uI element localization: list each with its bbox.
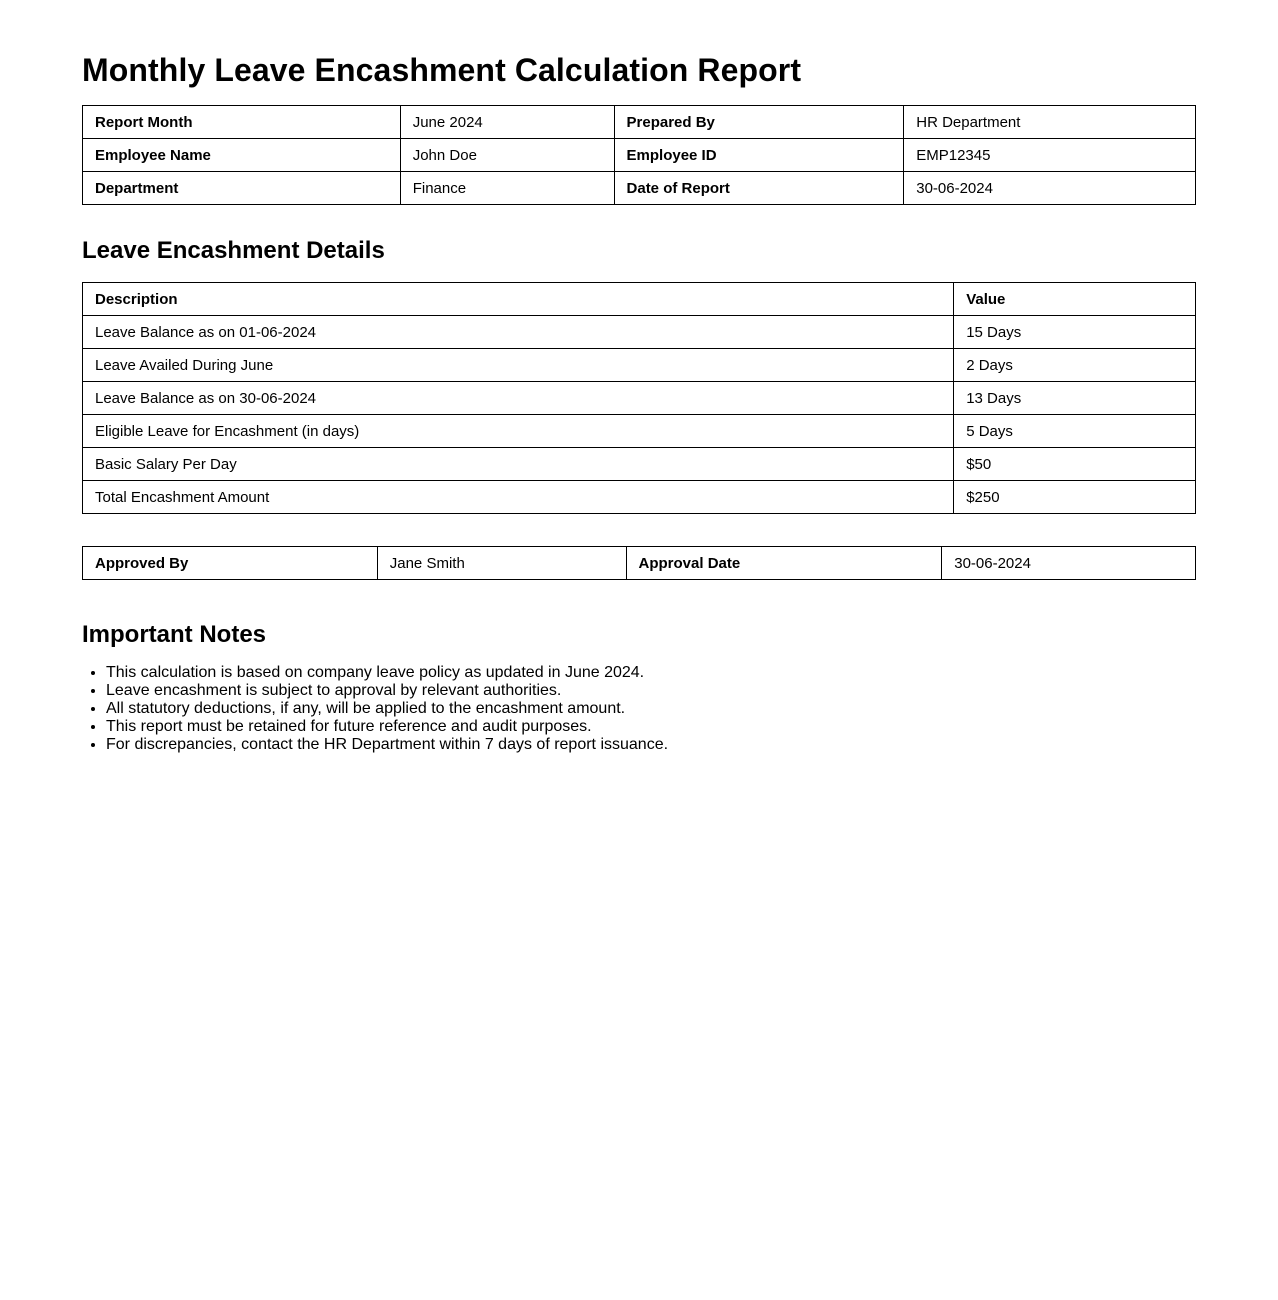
prepared-by-value: HR Department [904, 106, 1196, 139]
details-section-title: Leave Encashment Details [82, 237, 385, 264]
info-row-report-month [83, 106, 1196, 139]
table-row [83, 316, 1196, 349]
leave-details-table [82, 282, 1196, 514]
table-row [83, 382, 1196, 415]
report-title: Monthly Leave Encashment Calculation Report [82, 52, 802, 88]
employee-info-table [82, 105, 1196, 205]
notes-list [82, 664, 1196, 754]
table-row [83, 448, 1196, 481]
table-row [83, 481, 1196, 514]
prepared-by-label: Prepared By [614, 106, 904, 139]
date-of-report-value: 30-06-2024 [904, 172, 1196, 205]
row-value: 13 Days [954, 382, 1196, 415]
row-description: Leave Availed During June [83, 349, 954, 382]
approved-by-label: Approved By [83, 547, 378, 580]
row-value: 5 Days [954, 415, 1196, 448]
approval-date-value: 30-06-2024 [942, 547, 1196, 580]
details-header-row [83, 283, 1196, 316]
notes-section-title: Important Notes [82, 621, 267, 648]
employee-id-label: Employee ID [614, 139, 904, 172]
row-description: Eligible Leave for Encashment (in days) [83, 415, 954, 448]
date-of-report-label: Date of Report [614, 172, 904, 205]
table-row [83, 415, 1196, 448]
list-item: • This calculation is based on company leave policy as updated in June 2024. [106, 664, 1196, 682]
approved-by-value: Jane Smith [377, 547, 626, 580]
approval-table [82, 546, 1196, 580]
row-value: 2 Days [954, 349, 1196, 382]
row-description: Basic Salary Per Day [83, 448, 954, 481]
value-column-header: Value [954, 283, 1196, 316]
info-row-employee-name [83, 139, 1196, 172]
row-description: Leave Balance as on 30-06-2024 [83, 382, 954, 415]
list-item: • This report must be retained for future reference and audit purposes. [106, 718, 1196, 736]
list-item: • For discrepancies, contact the HR Department within 7 days of report issuance. [106, 736, 1196, 754]
employee-name-value: John Doe [400, 139, 614, 172]
list-item: • All statutory deductions, if any, will be applied to the encashment amount. [106, 700, 1196, 718]
report-month-label: Report Month [83, 106, 401, 139]
row-description: Total Encashment Amount [83, 481, 954, 514]
row-value: 15 Days [954, 316, 1196, 349]
info-row-department [83, 172, 1196, 205]
approval-row [83, 547, 1196, 580]
department-label: Department [83, 172, 401, 205]
description-column-header: Description [83, 283, 954, 316]
department-value: Finance [400, 172, 614, 205]
approval-date-label: Approval Date [626, 547, 942, 580]
employee-name-label: Employee Name [83, 139, 401, 172]
report-month-value: June 2024 [400, 106, 614, 139]
row-value: $250 [954, 481, 1196, 514]
list-item: • Leave encashment is subject to approval by relevant authorities. [106, 682, 1196, 700]
row-value: $50 [954, 448, 1196, 481]
row-description: Leave Balance as on 01-06-2024 [83, 316, 954, 349]
table-row [83, 349, 1196, 382]
employee-id-value: EMP12345 [904, 139, 1196, 172]
